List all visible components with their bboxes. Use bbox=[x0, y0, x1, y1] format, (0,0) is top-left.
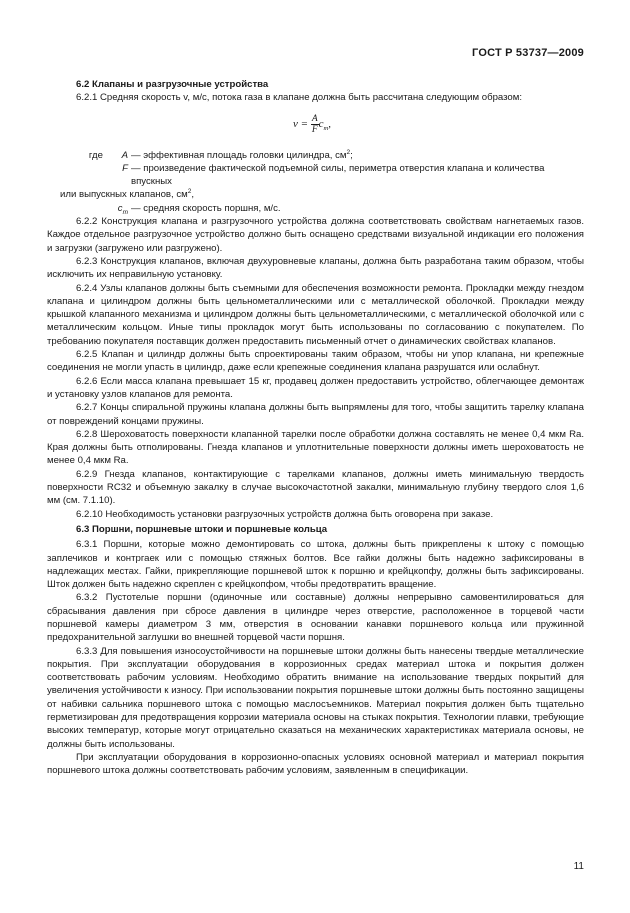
definition-f-text: произведение фактической подъемной силы, периметра отверстия клапана и количества впускных bbox=[131, 162, 545, 188]
subscript: m bbox=[122, 208, 128, 216]
superscript: 2 bbox=[346, 148, 351, 156]
formula-numerator: A bbox=[311, 113, 318, 124]
definition-a bbox=[47, 149, 584, 162]
formula-rhs: c bbox=[318, 117, 324, 130]
where-word: где bbox=[88, 149, 103, 161]
paragraph-6-3-1: 6.3.1 Поршни, которые можно демонтировать со штока, должны быть прикреплены к штоку с помощью заплечиков и контргаек или с помощью стяжных болтов. Все гайки должны быть надежно зафиксированы в надлежащих местах. Гайки, прикрепляющие поршневой шток к поршню и крейцкопфу, должны быть зафиксированы. Шток должен быть надежно скреплен с крейцкопфом, чтобы предотвратить вращение. bbox=[47, 539, 584, 591]
dash: — bbox=[131, 202, 141, 214]
symbol-c: c bbox=[117, 202, 123, 214]
paragraph-6-2-5: 6.2.5 Клапан и цилиндр должны быть спроектированы таким образом, чтобы ни упор клапана, ни крепежные соединения не могли упасть в цилиндр, даже если крепежные соединения клапана разрушатся или ослабнут. bbox=[47, 349, 584, 374]
velocity-formula bbox=[47, 114, 584, 140]
paragraph-6-2-4: 6.2.4 Узлы клапанов должны быть съемными для обеспечения возможности ремонта. Прокладки между гнездом клапана и цилиндром должны быть цельнометаллическими или с металлической оболочкой. Прокладки между крышкой клапанного механизма и цилиндром должны быть цельнометаллическими, с металлической оболочкой или с металлическим кольцом. Иные типы прокладок могут быть использованы по согласованию с покупателем. По требованию покупателя поставщик должен предоставить письменный отчет о динамических свойствах клапанов. bbox=[47, 282, 584, 347]
paragraph-6-2-3: 6.2.3 Конструкция клапанов, включая двухуровневые клапаны, должна быть разработана таким образом, чтобы исключить их неправильную установку. bbox=[47, 255, 584, 281]
formula-rhs-subscript: m bbox=[323, 124, 329, 132]
definition-f-cont-text: или выпускных клапанов, см bbox=[60, 189, 188, 201]
paragraph-6-3-2: 6.3.2 Пустотелые поршни (одиночные или составные) должны непрерывно самовентилироваться для сбрасывания давления при сбросе давления в цилиндре через отверстие, расположенное в торцевой части поршневой камеры диаметром 3 мм, отверстия в основании канавки поршневого кольца или пружинной предохранительной заглушки во внешней торцевой части поршня. bbox=[47, 592, 584, 644]
formula-fraction bbox=[311, 114, 319, 135]
definition-text bbox=[47, 188, 584, 201]
formula-lhs: v bbox=[293, 117, 298, 130]
paragraph-6-2-8: 6.2.8 Шероховатость поверхности клапанной тарелки после обработки должна составлять не менее 0,4 мкм Ra. Края должны быть отполированы. Гнезда клапанов и уплотнительные поверхности должны иметь шероховатость не менее 0,4 мкм Ra. bbox=[47, 428, 584, 467]
formula-equals: = bbox=[300, 117, 309, 130]
paragraph-6-2-7: 6.2.7 Концы спиральной пружины клапана должны быть выпрямлены для того, чтобы защитить тарелку клапана от повреждений концами пружины. bbox=[47, 402, 584, 427]
paragraph-6-3-last: При эксплуатации оборудования в коррозионно-опасных условиях основной материал и материал покрытия поршневого штока должны соответствовать рабочим условиям, заявленным в спецификации. bbox=[47, 751, 584, 777]
dash: — bbox=[131, 149, 141, 161]
definition-symbol bbox=[47, 149, 128, 162]
page-number: 11 bbox=[573, 861, 584, 872]
paragraph-6-3-3: 6.3.3 Для повышения износоустойчивости на поршневые штоки должны быть нанесены твердые металлические покрытия. При эксплуатации оборудования в коррозионных средах материал штока и покрытия должен соответствовать рабочим условиям. Необходимо обратить внимание на использование твердых покрытий для увеличения устойчивости к износу. При использовании покрытия поршневые штоки должны быть постоянно защищены от набивки сальника поршневого штока с помощью маслосъемников. Материал покрытия должен быть тщательно герметизирован для предотвращения коррозии материала основы на стыках покрытия. Технологии плавки, требующие высоких температур, которые могут отрицательно сказаться на механических характеристиках материала основы, не должны быть использованы. bbox=[47, 645, 584, 750]
paragraph-6-2-2: 6.2.2 Конструкция клапана и разгрузочного устройства должна соответствовать свойствам нагнетаемых газов. Каждое отдельное разгрузочное устройство должно быть оснащено средствами визуальной индикации его положения и загрузки (загружено или разгружено). bbox=[47, 216, 584, 254]
standard-header: ГОСТ Р 53737—2009 bbox=[472, 47, 584, 59]
definition-tail: ; bbox=[350, 149, 353, 161]
superscript: 2 bbox=[187, 188, 192, 196]
section-heading-6-2: 6.2 Клапаны и разгрузочные устройства bbox=[76, 79, 269, 90]
paragraph-6-2-9: 6.2.9 Гнезда клапанов, контактирующие с тарелками клапанов, должны иметь минимальную твердость поверхности RC32 и объемную закалку в случае высокочастотной закалки, минимальную глубину твердого слоя 1,6 мм (см. 7.1.10). bbox=[47, 468, 584, 507]
paragraph-6-2-10: 6.2.10 Необходимость установки разгрузочных устройств должна быть оговорена при заказе. bbox=[76, 508, 494, 520]
definition-f-continuation bbox=[47, 188, 584, 201]
formula-definitions bbox=[47, 149, 584, 215]
formula-tail: , bbox=[328, 117, 331, 130]
dash: — bbox=[131, 162, 141, 174]
definition-tail: , bbox=[191, 189, 195, 201]
definition-text bbox=[128, 202, 584, 215]
definition-a-text: эффективная площадь головки цилиндра, см bbox=[143, 149, 347, 161]
definition-f bbox=[47, 162, 584, 189]
definition-symbol bbox=[47, 202, 128, 215]
section-heading-6-3: 6.3 Поршни, поршневые штоки и поршневые кольца bbox=[76, 523, 328, 535]
page-content bbox=[47, 78, 584, 778]
definition-cm bbox=[47, 202, 584, 215]
definition-text bbox=[128, 149, 584, 162]
formula-denominator: F bbox=[311, 124, 318, 135]
definition-symbol: F bbox=[122, 162, 128, 174]
paragraph-6-2-1: 6.2.1 Средняя скорость v, м/с, потока газа в клапане должна быть рассчитана следующим образом: bbox=[76, 92, 523, 104]
definition-cm-text: средняя скорость поршня, м/с. bbox=[143, 202, 281, 214]
definition-text bbox=[128, 162, 584, 189]
paragraph-6-2-6: 6.2.6 Если масса клапана превышает 15 кг, продавец должен предоставить устройство, облегчающее демонтаж и установку узлов клапанов для ремонта. bbox=[47, 375, 584, 400]
symbol-a: A bbox=[121, 149, 128, 161]
